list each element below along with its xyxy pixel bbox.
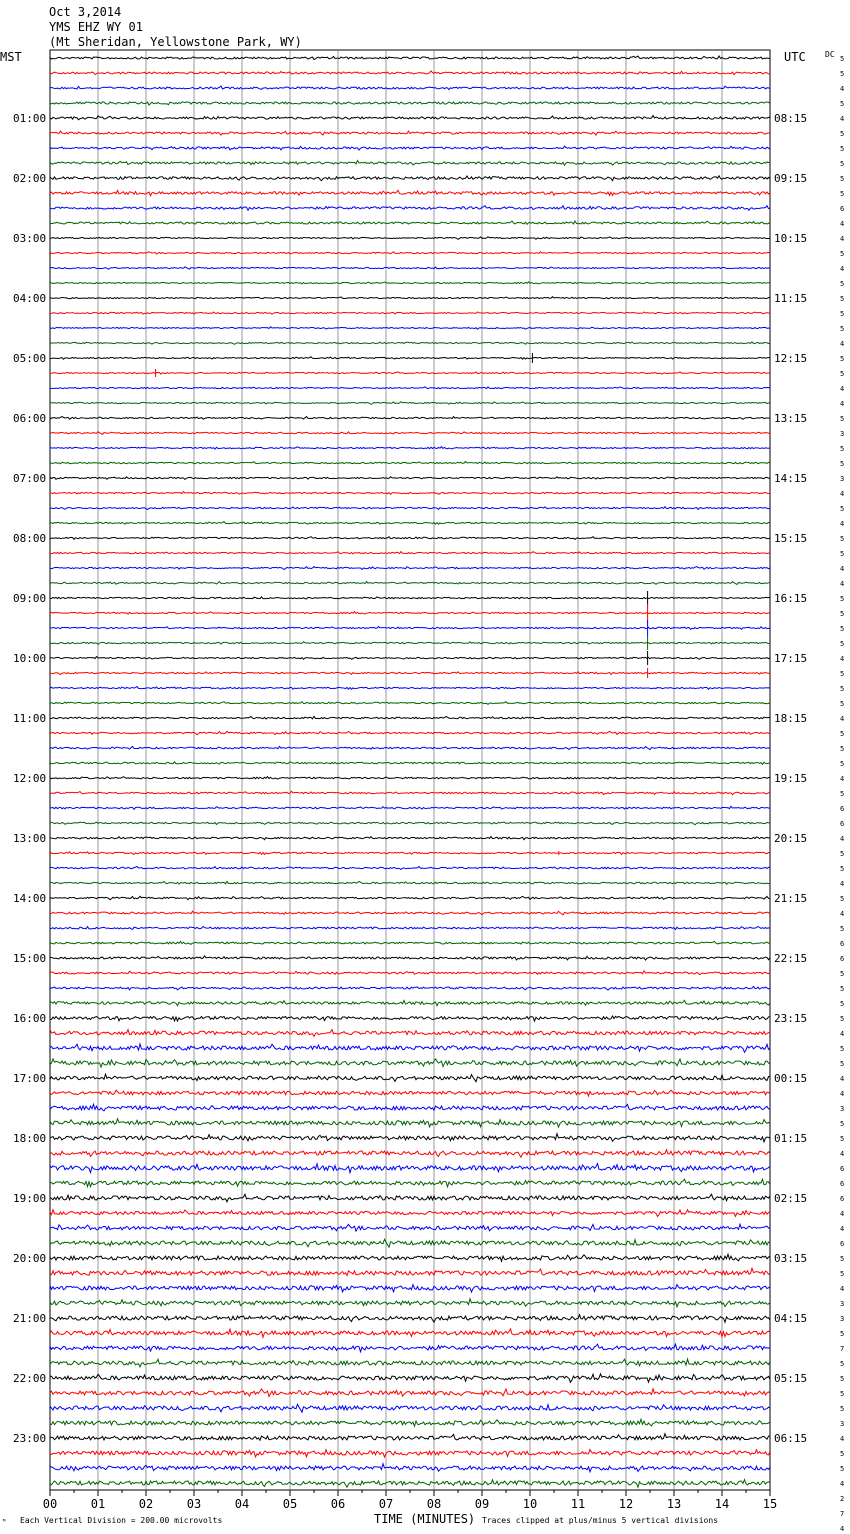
dc-offset-value: 5 [840,55,845,63]
dc-offset-value: 4 [840,265,845,273]
plot-frame [50,50,770,1490]
trace-row [50,1179,770,1187]
utc-hour-label: 17:15 [774,652,808,665]
dc-offset-value: 5 [840,535,845,543]
trace-row [50,297,770,299]
dc-offset-value: 5 [840,985,845,993]
mst-hour-label: 10:00 [13,652,47,665]
trace-row [50,1480,770,1488]
dc-offset-value: 4 [840,490,845,498]
dc-offset-value: 3 [840,1315,845,1323]
dc-offset-value: 5 [840,1360,845,1368]
dc-offset-value: 5 [840,640,845,648]
trace-row [50,71,770,75]
trace-row [50,1450,770,1458]
mst-hour-label: 15:00 [13,952,47,965]
utc-hour-label: 03:15 [774,1252,808,1265]
trace-row [50,1434,770,1441]
dc-offset-value: 5 [840,355,845,363]
trace-row [50,896,770,899]
dc-offset-value: 5 [840,1000,845,1008]
trace-row [50,1285,770,1293]
utc-hour-label: 20:15 [774,832,808,845]
trace-row [50,911,770,915]
trace-row [50,252,770,254]
trace-row [50,986,770,990]
dc-offset-value: 5 [840,370,845,378]
trace-row [50,176,770,181]
trace-row [50,1254,770,1261]
trace-row [50,1104,770,1111]
trace-row [50,417,770,420]
mst-hour-label: 07:00 [13,472,47,485]
trace-row [50,447,770,449]
utc-hour-label: 00:15 [774,1072,808,1085]
trace-row [50,86,770,90]
trace-row [50,160,770,165]
dc-offset-value: 4 [840,220,845,228]
dc-offset-value: 3 [840,1300,845,1308]
dc-offset-value: 3 [840,475,845,483]
trace-row [50,836,770,839]
dc-offset-value: 5 [840,145,845,153]
mst-hour-label: 03:00 [13,232,47,245]
dc-offset-value: 5 [840,100,845,108]
trace-row [50,369,770,377]
dc-offset-value: 4 [840,715,845,723]
dc-offset-value: 5 [840,730,845,738]
x-tick-label: 09 [474,1497,490,1511]
utc-hour-label: 11:15 [774,292,808,305]
mst-hour-label: 20:00 [13,1252,47,1265]
trace-row [50,1464,770,1472]
dc-offset-value: 5 [840,670,845,678]
dc-offset-value: 5 [840,595,845,603]
x-axis-title: TIME (MINUTES) [374,1512,476,1526]
mst-hour-label: 23:00 [13,1432,47,1445]
trace-row [50,1016,770,1021]
trace-row [50,131,770,135]
trace-row [50,1030,770,1037]
dc-offset-value: 3 [840,1105,845,1113]
dc-offset-value: 5 [840,1270,845,1278]
dc-offset-value: 4 [840,1225,845,1233]
clip-text: Traces clipped at plus/minus 5 vertical divisions [482,1516,719,1525]
trace-row [50,1224,770,1231]
dc-offset-value: 4 [840,235,845,243]
x-tick-label: 11 [570,1497,586,1511]
dc-offset-value: 5 [840,175,845,183]
dc-offset-value: 5 [840,295,845,303]
dc-offset-value: 5 [840,130,845,138]
trace-row [50,1404,770,1412]
trace-row [50,1163,770,1172]
mst-hour-label: 14:00 [13,892,47,905]
trace-row [50,1119,770,1127]
x-tick-label: 02 [138,1497,154,1511]
dc-offset-value: 4 [840,520,845,528]
trace-row [50,956,770,960]
dc-offset-value: 5 [840,1045,845,1053]
trace-row [50,312,770,314]
trace-row [50,604,770,622]
dc-offset-value: 5 [840,970,845,978]
dc-offset-value: 4 [840,400,845,408]
dc-offset-column [840,55,844,1534]
utc-hour-label: 10:15 [774,232,808,245]
dc-offset-value: 5 [840,1255,845,1263]
utc-hour-label: 02:15 [774,1192,808,1205]
dc-offset-value: 5 [840,190,845,198]
utc-hour-label: 13:15 [774,412,808,425]
trace-row [50,102,770,105]
trace-row [50,1268,770,1275]
trace-row [50,1074,770,1082]
trace-row [50,567,770,570]
mst-hour-label: 18:00 [13,1132,47,1145]
dc-offset-value: 4 [840,115,845,123]
x-tick-label: 15 [762,1497,778,1511]
corner-mark: ᴹ [2,1518,7,1526]
trace-row [50,941,770,944]
trace-row [50,866,770,869]
trace-row [50,687,770,690]
utc-hour-label: 22:15 [774,952,808,965]
dc-offset-value: 5 [840,1390,845,1398]
trace-row [50,822,770,825]
header-date: Oct 3,2014 [49,5,122,19]
utc-hour-labels [774,112,807,1445]
trace-row [50,1090,770,1096]
dc-offset-value: 6 [840,955,845,963]
dc-offset-value: 4 [840,835,845,843]
trace-row [50,56,770,60]
trace-row [50,651,770,665]
utc-hour-label: 12:15 [774,352,808,365]
dc-offset-value: 5 [840,460,845,468]
dc-offset-value: 5 [840,250,845,258]
utc-hour-label: 15:15 [774,532,808,545]
trace-row [50,1134,770,1142]
x-tick-label: 10 [522,1497,538,1511]
trace-row [50,116,770,120]
trace-row [50,1329,770,1337]
trace-row [50,1194,770,1202]
x-tick-label: 03 [186,1497,202,1511]
dc-offset-value: 4 [840,775,845,783]
dc-offset-value: 5 [840,415,845,423]
dc-offset-value: 4 [840,340,845,348]
utc-hour-label: 23:15 [774,1012,808,1025]
dc-offset-value: 5 [840,790,845,798]
trace-row [50,927,770,930]
trace-row [50,267,770,269]
dc-offset-value: 5 [840,1120,845,1128]
mst-hour-label: 22:00 [13,1372,47,1385]
trace-row [50,716,770,719]
mst-hour-label: 04:00 [13,292,47,305]
trace-row [50,777,770,780]
trace-row [50,1374,770,1382]
x-tick-label: 01 [90,1497,106,1511]
dc-offset-value: 6 [840,820,845,828]
left-zone-label: MST [0,50,22,64]
right-zone-label: UTC [784,50,806,64]
trace-row [50,402,770,405]
dc-offset-value: 4 [840,1525,845,1533]
trace-row [50,1000,770,1005]
trace-row [50,221,770,224]
trace-row [50,1389,770,1397]
trace-row [50,791,770,794]
utc-hour-label: 19:15 [774,772,808,785]
x-tick-label: 14 [714,1497,730,1511]
mst-hour-label: 13:00 [13,832,47,845]
x-tick-label: 05 [282,1497,298,1511]
trace-row [50,1210,770,1217]
mst-hour-label: 08:00 [13,532,47,545]
x-tick-label: 06 [330,1497,346,1511]
dc-offset-value: 3 [840,1420,845,1428]
dc-offset-value: 7 [840,1510,845,1518]
dc-offset-value: 4 [840,1150,845,1158]
dc-offset-value: 5 [840,310,845,318]
utc-hour-label: 14:15 [774,472,808,485]
trace-row [50,806,770,809]
trace-row [50,971,770,975]
x-tick-label: 12 [618,1497,634,1511]
dc-offset-value: 4 [840,85,845,93]
trace-row [50,327,770,329]
mst-hour-label: 19:00 [13,1192,47,1205]
dc-offset-value: 4 [840,880,845,888]
trace-row [50,1299,770,1307]
trace-row [50,636,770,650]
trace-row [50,206,770,211]
dc-offset-value: 6 [840,1165,845,1173]
x-tick-label: 07 [378,1497,394,1511]
scale-text: Each Vertical Division = 200.00 microvolts [20,1516,223,1525]
trace-row [50,387,770,389]
trace-row [50,477,770,480]
dc-offset-value: 5 [840,445,845,453]
utc-hour-label: 21:15 [774,892,808,905]
dc-offset-value: 3 [840,430,845,438]
header-station: YMS EHZ WY 01 [49,20,143,34]
trace-row [50,353,770,363]
trace-row [50,746,770,749]
dc-offset-value: 5 [840,1405,845,1413]
trace-row [50,190,770,195]
dc-offset-value: 4 [840,1480,845,1488]
trace-row [50,1150,770,1157]
trace-row [50,1344,770,1352]
dc-offset-value: 5 [840,925,845,933]
trace-row [50,342,770,344]
dc-label: DC [825,50,835,59]
mst-hour-label: 12:00 [13,772,47,785]
dc-offset-value: 7 [840,1345,845,1353]
trace-row [50,591,770,605]
dc-offset-value: 5 [840,865,845,873]
trace-row [50,507,770,510]
trace-row [50,1044,770,1052]
dc-offset-value: 5 [840,625,845,633]
dc-offset-value: 4 [840,1435,845,1443]
trace-row [50,762,770,765]
trace-row [50,237,770,240]
mst-hour-label: 06:00 [13,412,47,425]
mst-hour-label: 16:00 [13,1012,47,1025]
utc-hour-label: 18:15 [774,712,808,725]
x-tick-label: 04 [234,1497,250,1511]
dc-offset-value: 5 [840,1015,845,1023]
trace-row [50,851,770,855]
seismic-traces [50,56,770,1487]
utc-hour-label: 05:15 [774,1372,808,1385]
dc-offset-value: 5 [840,325,845,333]
dc-offset-value: 4 [840,565,845,573]
dc-offset-value: 5 [840,895,845,903]
trace-row [50,1315,770,1322]
dc-offset-value: 4 [840,580,845,588]
trace-row [50,462,770,464]
dc-offset-value: 5 [840,1465,845,1473]
trace-row [50,881,770,884]
dc-offset-value: 5 [840,685,845,693]
mst-hour-label: 09:00 [13,592,47,605]
mst-hour-label: 05:00 [13,352,47,365]
x-tick-label: 08 [426,1497,442,1511]
trace-row [50,702,770,705]
trace-row [50,146,770,150]
trace-row [50,522,770,525]
trace-row [50,1359,770,1367]
dc-offset-value: 5 [840,745,845,753]
trace-row [50,492,770,495]
dc-offset-value: 6 [840,940,845,948]
dc-offset-value: 6 [840,805,845,813]
dc-offset-value: 5 [840,280,845,288]
dc-offset-value: 5 [840,610,845,618]
trace-row [50,537,770,540]
utc-hour-label: 04:15 [774,1312,808,1325]
trace-row [50,282,770,284]
trace-row [50,1059,770,1067]
dc-offset-value: 5 [840,505,845,513]
dc-offset-value: 4 [840,910,845,918]
mst-hour-label: 21:00 [13,1312,47,1325]
trace-row [50,620,770,636]
dc-offset-value: 5 [840,1135,845,1143]
dc-offset-value: 5 [840,850,845,858]
dc-offset-value: 5 [840,760,845,768]
utc-hour-label: 06:15 [774,1432,808,1445]
utc-hour-label: 09:15 [774,172,808,185]
dc-offset-value: 4 [840,385,845,393]
dc-offset-value: 5 [840,1330,845,1338]
dc-offset-value: 5 [840,1375,845,1383]
mst-hour-label: 02:00 [13,172,47,185]
trace-row [50,731,770,734]
header-location: (Mt Sheridan, Yellowstone Park, WY) [49,35,302,49]
trace-row [50,432,770,435]
trace-row [50,552,770,554]
dc-offset-value: 4 [840,1075,845,1083]
dc-offset-value: 5 [840,160,845,168]
dc-offset-value: 6 [840,1180,845,1188]
trace-row [50,1239,770,1247]
mst-hour-labels [13,112,46,1445]
dc-offset-value: 5 [840,1450,845,1458]
dc-offset-value: 6 [840,1240,845,1248]
dc-offset-value: 2 [840,1495,845,1503]
dc-offset-value: 4 [840,1030,845,1038]
utc-hour-label: 08:15 [774,112,808,125]
dc-offset-value: 4 [840,655,845,663]
dc-offset-value: 5 [840,70,845,78]
x-tick-label: 00 [42,1497,58,1511]
mst-hour-label: 01:00 [13,112,47,125]
trace-row [50,668,770,678]
trace-row [50,582,770,585]
mst-hour-label: 17:00 [13,1072,47,1085]
trace-row [50,1419,770,1426]
dc-offset-value: 5 [840,1060,845,1068]
dc-offset-value: 4 [840,1090,845,1098]
dc-offset-value: 6 [840,1195,845,1203]
utc-hour-label: 01:15 [774,1132,808,1145]
dc-offset-value: 5 [840,700,845,708]
dc-offset-value: 4 [840,1285,845,1293]
dc-offset-value: 5 [840,550,845,558]
minute-tick-labels [43,1490,777,1511]
mst-hour-label: 11:00 [13,712,47,725]
dc-offset-value: 4 [840,1210,845,1218]
dc-offset-value: 6 [840,205,845,213]
utc-hour-label: 16:15 [774,592,808,605]
x-tick-label: 13 [666,1497,682,1511]
